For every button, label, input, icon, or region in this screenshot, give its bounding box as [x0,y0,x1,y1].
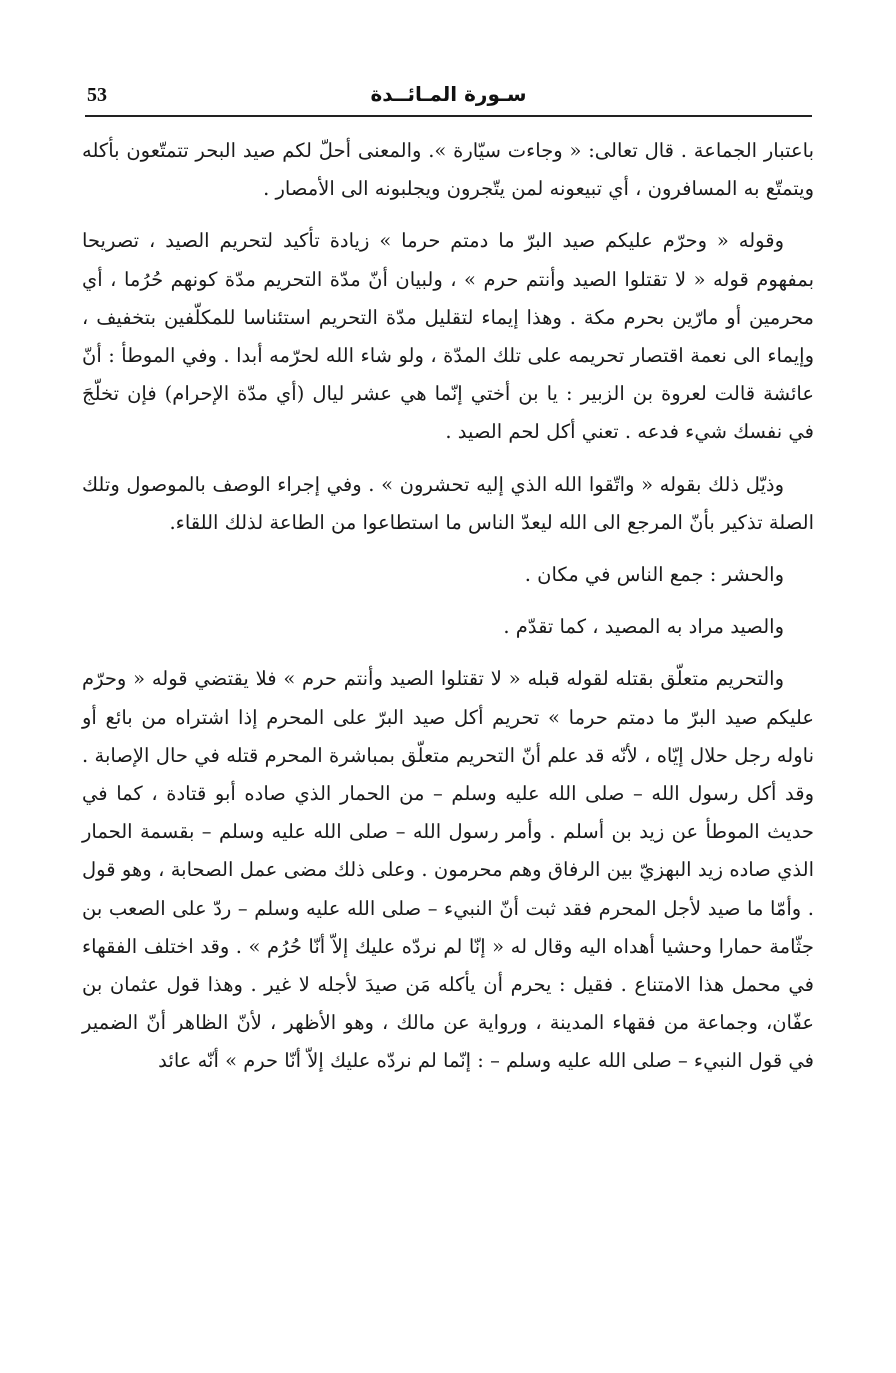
paragraph: باعتبار الجماعة . قال تعالى: « وجاءت سيّارة ». والمعنى أحلّ لكم صيد البحر تتمتّعون بأكله ويتمتّع به المسافرون ، أي تبيعونه لمن يتّجرون ويجلبونه الى الأمصار . [82,139,814,201]
page-header [85,80,812,114]
paragraph: وقوله « وحرّم عليكم صيد البرّ ما دمتم حرما » زيادة تأكيد لتحريم الصيد ، تصريحا بمفهوم قوله « لا تقتلوا الصيد وأنتم حرم » ، ولبيان أنّ مدّة التحريم مدّة كونهم حُرُما ، أي محرمين أو مارّين بحرم مكة . وهذا إيماء لتقليل مدّة التحريم استئناسا للمكلّفين بتخفيف ، وإيماء الى نعمة اقتصار تحريمه على تلك المدّة ، ولو شاء الله لحرّمه أبدا . وفي الموطأ : أنّ عائشة قالت لعروة بن الزبير : يا بن أختي إنّما هي عشر ليال (أي مدّة الإحرام) فإن تخلّجَ في نفسك شيء فدعه . تعني أكل لحم الصيد . [82,229,814,444]
paragraph: والتحريم متعلّق بقتله لقوله قبله « لا تقتلوا الصيد وأنتم حرم » فلا يقتضي قوله « وحرّم عليكم صيد البرّ ما دمتم حرما » تحريم أكل صيد البرّ على المحرم إذا اشتراه من بائع أو ناوله رجل حلال إيّاه ، لأنّه قد علم أنّ التحريم متعلّق بمباشرة المحرم قتله في حال الإصابة . وقد أكل رسول الله – صلى الله عليه وسلم – من الحمار الذي صاده أبو قتادة ، كما في حديث الموطأ عن زيد بن أسلم . وأمر رسول الله – صلى الله عليه وسلم – بقسمة الحمار الذي صاده زيد البهزيّ بين الرفاق وهم محرمون . وعلى ذلك مضى عمل الصحابة ، وهو قول . وأمّا ما صيد لأجل المحرم فقد ثبت أنّ النبيء – صلى الله عليه وسلم – ردّ على الصعب بن جثّامة حمارا وحشيا أهداه اليه وقال له « إنّا لم نردّه عليك إلاّ أنّا حُرُم » . وقد اختلف الفقهاء في محمل هذا الامتناع . فقيل : يحرم أن يأكله مَن صيدَ لأجله لا غير . وهذا قول عثمان بن عفّان، وجماعة من فقهاء المدينة ، ورواية عن مالك ، وهو الأظهر ، لأنّ الظاهر أنّ الضمير في قول النبيء – صلى الله عليه وسلم – : إنّما لم نردّه عليك إلاّ أنّا حرم » أنّه عائد [82,667,814,1073]
page-number: 53 [87,84,107,106]
paragraph: وذيّل ذلك بقوله « واتّقوا الله الذي إليه تحشرون » . وفي إجراء الوصف بالموصول وتلك الصلة تذكير بأنّ المرجع الى الله ليعدّ الناس ما استطاعوا من الطاعة لذلك اللقاء. [82,472,814,534]
paragraph: والصيد مراد به المصيد ، كما تقدّم . [503,615,784,639]
header-rule [85,115,812,117]
running-title: سـورة المـائــدة [370,82,527,106]
body-text [82,132,814,1081]
paragraph: والحشر : جمع الناس في مكان . [524,563,784,587]
